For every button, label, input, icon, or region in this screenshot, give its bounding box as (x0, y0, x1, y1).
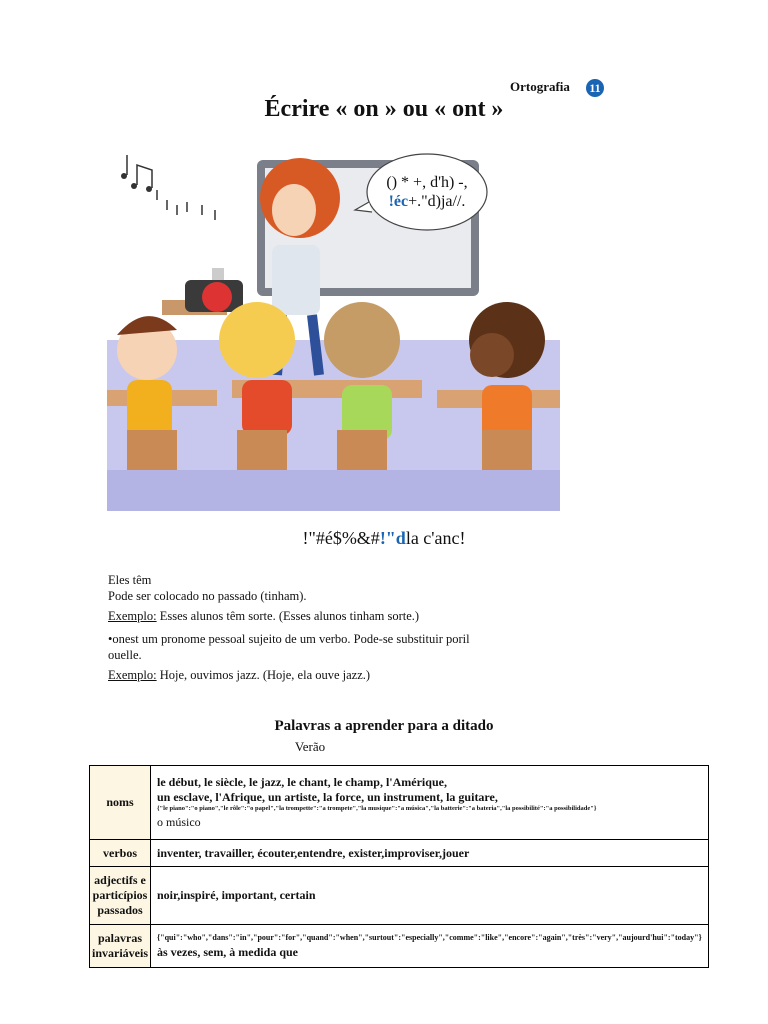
rule-line-3: •onest um pronome pessoal sujeito de um verbo. Pode-se substituir poril (108, 632, 470, 646)
value-cell: le début, le siècle, le jazz, le chant, le champ, l'Amérique, un esclave, l'Afrique, un artiste, la force, un instrument, la guitare, {"le piano":"o piano","le rôle":"o papel","la trompette":"a trompete","la musique":"a música","la batterie":"a bateria","la possibilité":"a possibilidade"} o músico (151, 766, 709, 840)
speech-bubble-line2: !éc+."d)ja//. (388, 193, 466, 210)
word-list-subheading: Verão (294, 739, 326, 754)
rule-example-2: Exemplo: Hoje, ouvimos jazz. (Hoje, ela ouve jazz.) (108, 668, 371, 682)
value-cell: {"qui":"who","dans":"in","pour":"for","quand":"when","surtout":"especially","comme":"like","encore":"again","très":"very","aujourd'hui":"today"} às vezes, sem, à medida que (151, 925, 709, 968)
sound-caption: !"#é$%&#!"dla c'anc! (302, 528, 466, 548)
value-cell: inventer, travailler, écouter,entendre, exister,improviser,jouer (151, 840, 709, 867)
section-label: Ortografia (510, 79, 570, 94)
classroom-illustration (107, 140, 560, 511)
page-title: Écrire « on » ou « ont » (264, 96, 504, 122)
rule-line-2: Pode ser colocado no passado (tinham). (108, 589, 307, 603)
category-cell: verbos (90, 840, 151, 867)
rule-example-1: Exemplo: Esses alunos têm sorte. (Esses alunos tinham sorte.) (108, 609, 420, 623)
value-cell: noir,inspiré, important, certain (151, 867, 709, 925)
rule-line-3b: ouelle. (108, 648, 142, 662)
table-row (90, 840, 709, 867)
category-cell: noms (90, 766, 151, 840)
word-list-heading: Palavras a aprender para a ditado (274, 718, 494, 734)
category-cell: palavras invariáveis (90, 925, 151, 968)
table-row (90, 867, 709, 925)
table-row (90, 925, 709, 968)
word-list-table (89, 765, 709, 968)
table-row (90, 766, 709, 840)
lesson-number-badge: 11 (586, 79, 604, 97)
category-cell: adjectifs e particípios passados (90, 867, 151, 925)
speech-bubble-line1: () * +, d'h) -, (386, 174, 468, 191)
rule-line-1: Eles têm (108, 573, 152, 587)
